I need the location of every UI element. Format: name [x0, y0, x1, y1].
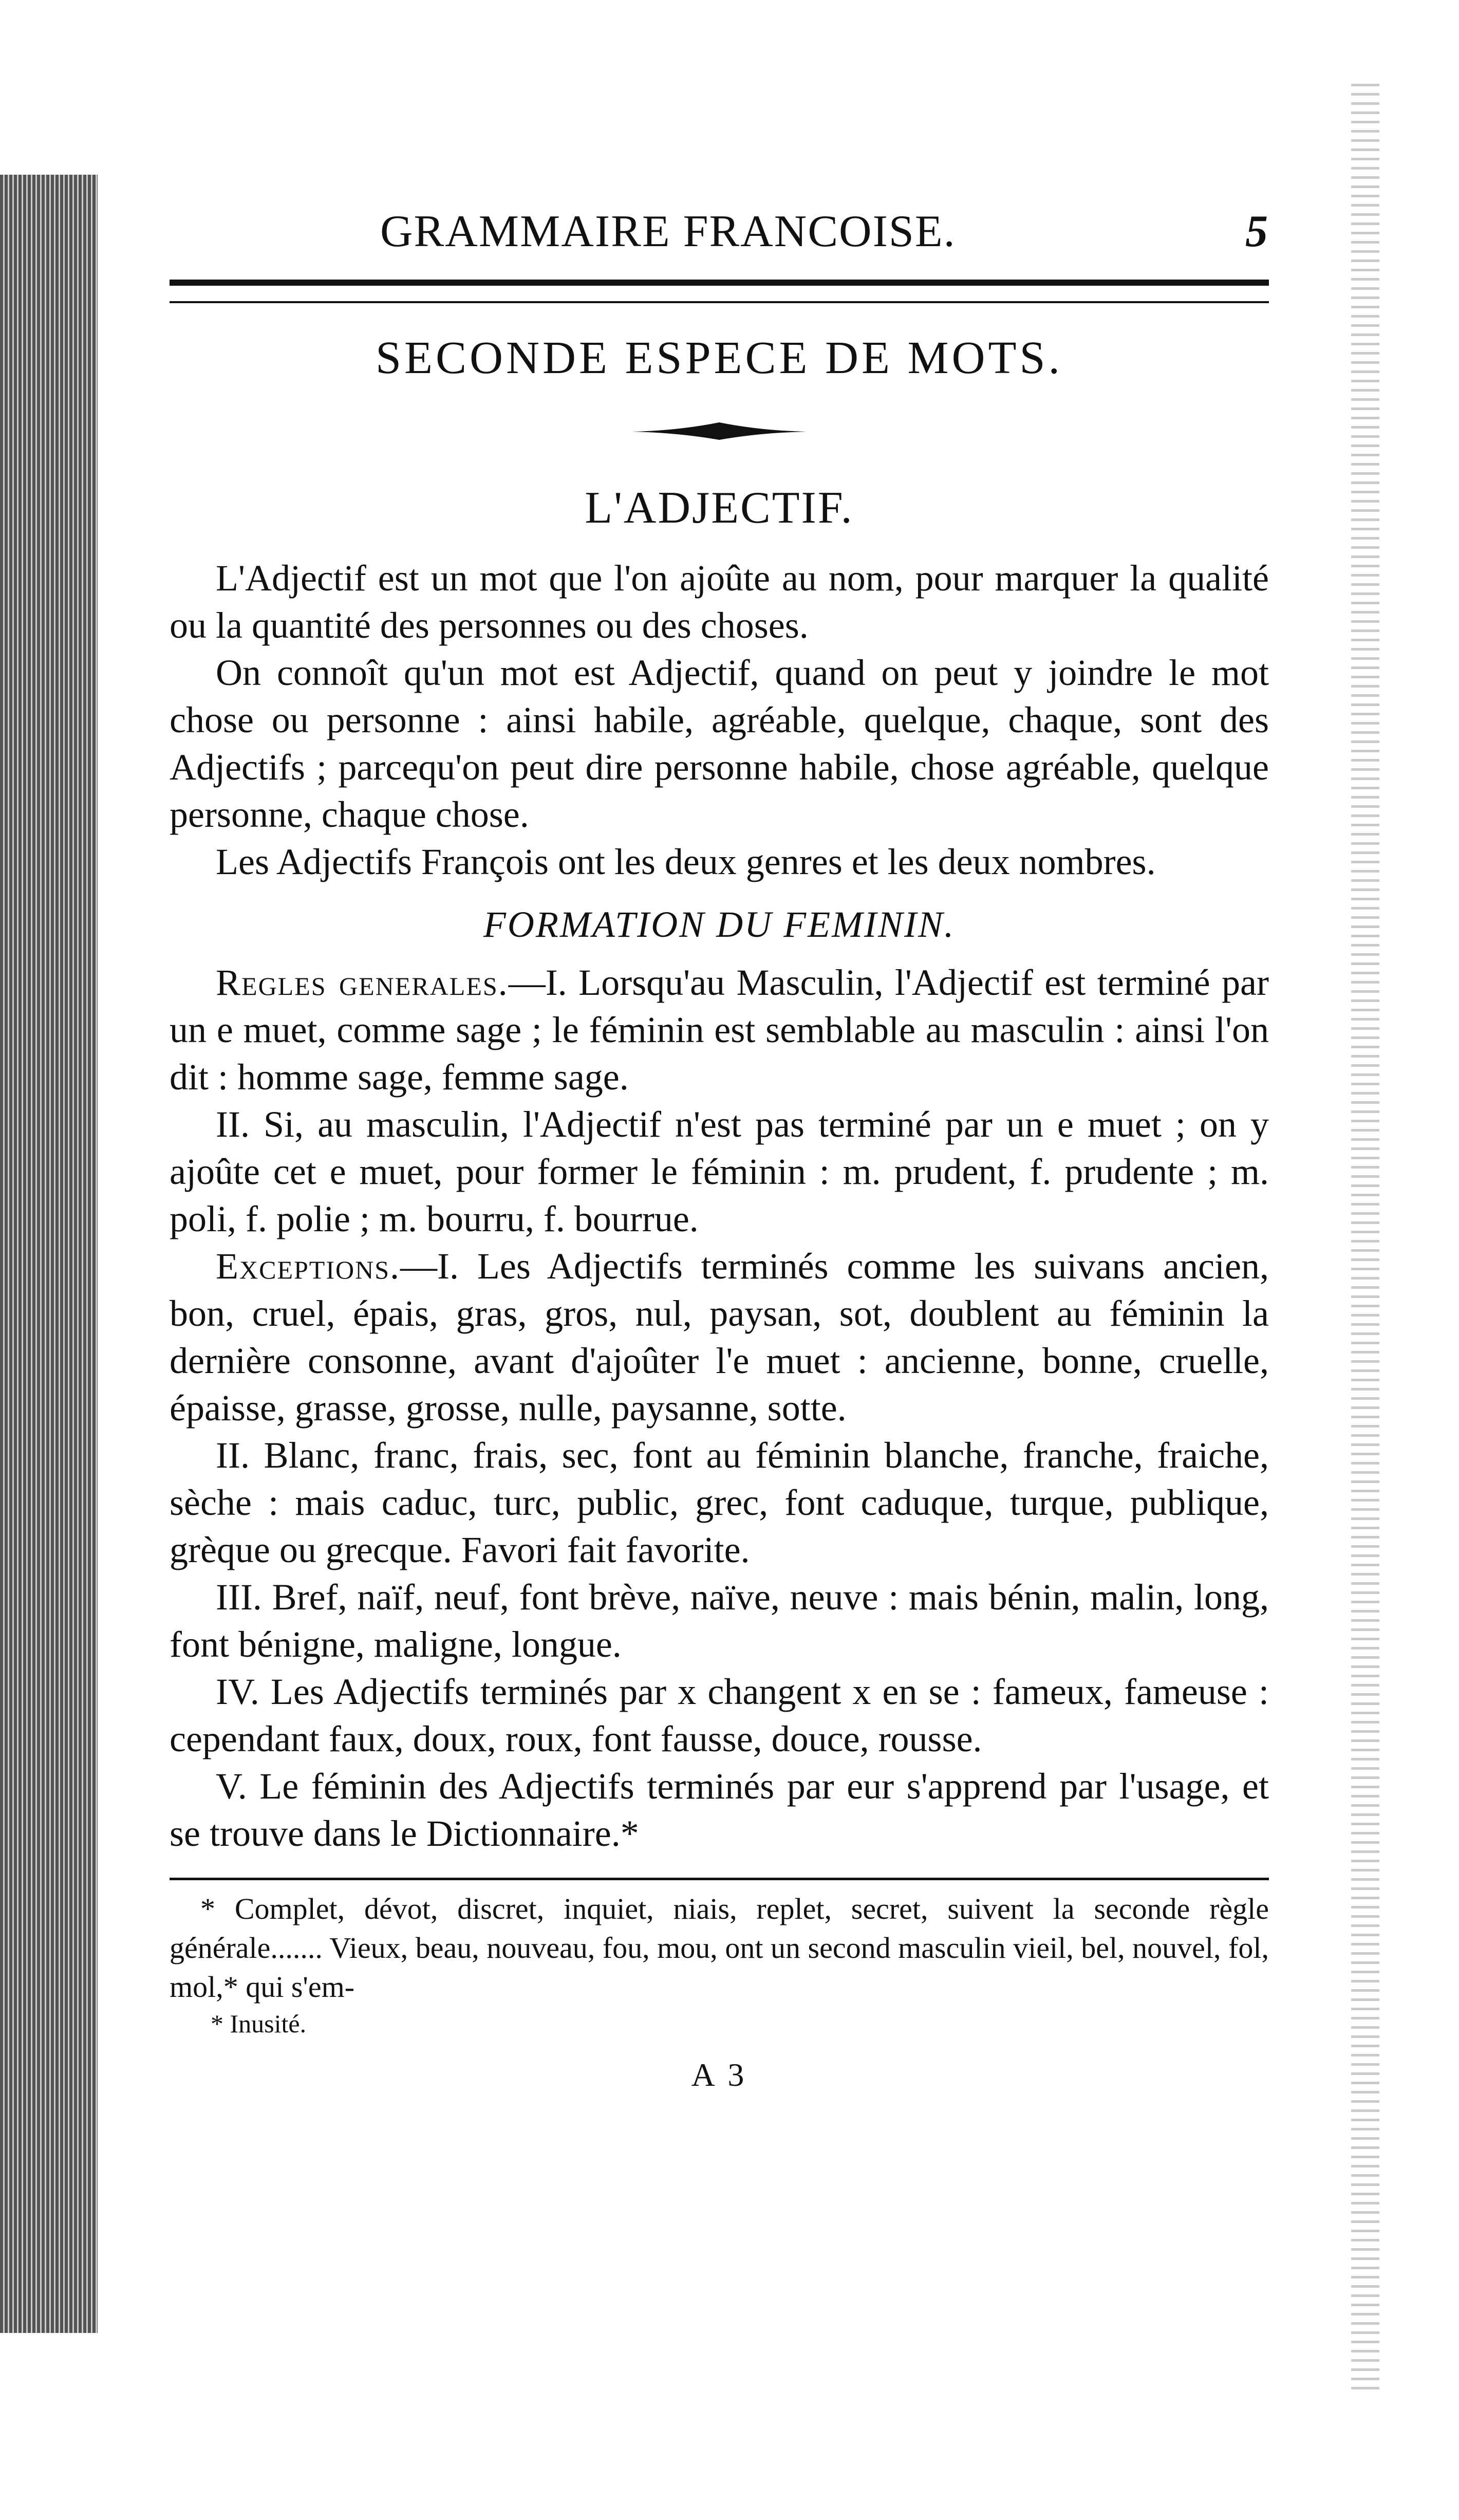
- paragraph-definition: L'Adjectif est un mot que l'on ajoûte au nom, pour marquer la qualité ou la quantité des personnes ou des choses.: [170, 558, 1269, 646]
- footnote-rule: [170, 1878, 1269, 1880]
- section-title: FORMATION DU FEMININ.: [483, 904, 956, 945]
- rule-exception-4: IV. Les Adjectifs terminés par x changent x en se : fameux, fameuse : cependant faux, doux, roux, font fausse, douce, rousse.: [170, 1671, 1269, 1759]
- footnote-sub: * Inusité.: [211, 2009, 307, 2038]
- rule-exception-3: III. Bref, naïf, neuf, font brève, naïve, neuve : mais bénin, malin, long, font bénigne, maligne, longue.: [170, 1577, 1269, 1665]
- exceptions-label: Exceptions.: [216, 1246, 401, 1287]
- rule-exception-1: [170, 1243, 1269, 1432]
- rule-general-2: II. Si, au masculin, l'Adjectif n'est pas terminé par un e muet ; on y ajoûte cet e muet, pour former le féminin : m. prudent, f. prudente ; m. poli, f. polie ; m. bourru, f. bourrue.: [170, 1104, 1269, 1239]
- page-content: [170, 195, 1269, 2094]
- paragraph-recognition: On connoît qu'un mot est Adjectif, quand on peut y joindre le mot chose ou personne : ainsi habile, agréable, quelque, chaque, sont des Adjectifs ; parcequ'on peut dire personne habile, chose agréable, quelque personne, chaque chose.: [170, 652, 1269, 835]
- ornament-divider-icon: [632, 420, 807, 441]
- signature-mark: A 3: [691, 2056, 747, 2093]
- general-rules-label: Regles generales.: [216, 962, 509, 1003]
- rule-exception-1-text: —I. Les Adjectifs terminés comme les suivans ancien, bon, cruel, épais, gras, gros, nul, paysan, sot, doublent au féminin la dernière consonne, avant d'ajoûter l'e muet : ancienne, bonne, cruelle, épaisse, grasse, grosse, nulle, paysanne, sotte.: [170, 1246, 1269, 1429]
- running-head: [170, 195, 1269, 267]
- right-edge-artifact: [1351, 77, 1379, 2389]
- chapter-title: L'ADJECTIF.: [585, 483, 854, 533]
- rule-exception-2: II. Blanc, franc, frais, sec, font au féminin blanche, franche, fraiche, sèche : mais caduc, turc, public, grec, font caduque, turque, publique, grèque ou grecque. Favori fait favorite.: [170, 1435, 1269, 1570]
- rule-general-1-text: —I. Lorsqu'au Masculin, l'Adjectif est terminé par un e muet, comme sage ; le féminin est semblable au masculin : ainsi l'on dit : homme sage, femme sage.: [170, 962, 1269, 1098]
- binding-edge-shadow: [0, 175, 98, 2333]
- header-double-rule: [170, 280, 1269, 303]
- rule-general-1: [170, 959, 1269, 1101]
- rule-exception-5: V. Le féminin des Adjectifs terminés par eur s'apprend par l'usage, et se trouve dans le Dictionnaire.*: [170, 1766, 1269, 1854]
- running-title: GRAMMAIRE FRANCOISE.: [380, 207, 956, 256]
- part-title: SECONDE ESPECE DE MOTS.: [375, 332, 1063, 383]
- page-number: 5: [1245, 207, 1269, 256]
- paragraph-genders: Les Adjectifs François ont les deux genres et les deux nombres.: [216, 841, 1156, 882]
- footnote-main: * Complet, dévot, discret, inquiet, niais, replet, secret, suivent la seconde règle générale....... Vieux, beau, nouveau, fou, mou, ont un second masculin vieil, bel, nouvel, fol, mol,* qui s'em-: [170, 1892, 1269, 2004]
